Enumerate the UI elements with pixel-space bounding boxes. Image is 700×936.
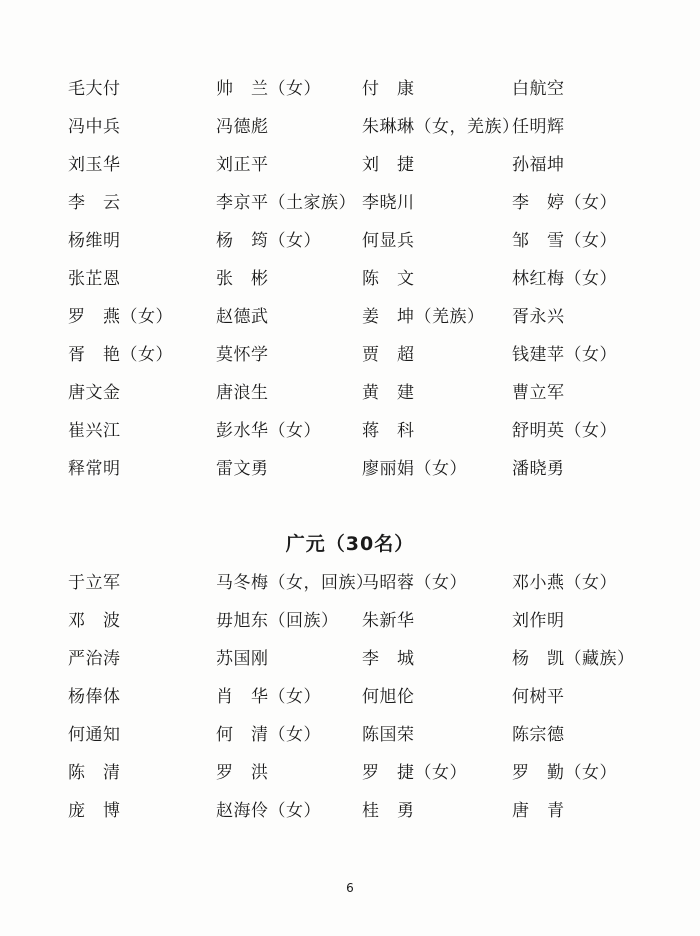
name-entry: 李 婷（女） bbox=[512, 193, 617, 213]
name-entry: 钱建苹（女） bbox=[512, 345, 617, 365]
name-row bbox=[0, 458, 700, 496]
name-entry: 廖丽娟（女） bbox=[362, 459, 467, 479]
name-entry: 肖 华（女） bbox=[216, 687, 321, 707]
name-entry: 胥 艳（女） bbox=[68, 345, 173, 365]
section-heading-guangyuan: 广元（30名） bbox=[285, 533, 415, 555]
name-entry: 张芷恩 bbox=[68, 269, 121, 289]
name-entry: 杨 凯（藏族） bbox=[512, 649, 635, 669]
name-row bbox=[0, 724, 700, 762]
name-entry: 庞 博 bbox=[68, 801, 121, 821]
name-entry: 刘作明 bbox=[512, 611, 565, 631]
name-entry: 何显兵 bbox=[362, 231, 415, 251]
name-entry: 杨维明 bbox=[68, 231, 121, 251]
name-entry: 何 清（女） bbox=[216, 725, 321, 745]
name-entry: 毛大付 bbox=[68, 79, 121, 99]
name-entry: 李 城 bbox=[362, 649, 415, 669]
name-entry: 潘晓勇 bbox=[512, 459, 565, 479]
name-entry: 邓 波 bbox=[68, 611, 121, 631]
name-entry: 赵海伶（女） bbox=[216, 801, 321, 821]
name-entry: 孙福坤 bbox=[512, 155, 565, 175]
name-entry: 释常明 bbox=[68, 459, 121, 479]
name-entry: 朱新华 bbox=[362, 611, 415, 631]
name-entry: 舒明英（女） bbox=[512, 421, 617, 441]
name-entry: 罗 勤（女） bbox=[512, 763, 617, 783]
name-entry: 陈国荣 bbox=[362, 725, 415, 745]
name-entry: 邓小燕（女） bbox=[512, 573, 617, 593]
name-entry: 陈宗德 bbox=[512, 725, 565, 745]
name-entry: 何旭伦 bbox=[362, 687, 415, 707]
name-entry: 雷文勇 bbox=[216, 459, 269, 479]
name-entry: 刘 捷 bbox=[362, 155, 415, 175]
page-number: 6 bbox=[346, 881, 354, 895]
name-row bbox=[0, 268, 700, 306]
name-entry: 罗 燕（女） bbox=[68, 307, 173, 327]
name-entry: 贾 超 bbox=[362, 345, 415, 365]
name-entry: 黄 建 bbox=[362, 383, 415, 403]
name-entry: 李 云 bbox=[68, 193, 121, 213]
name-row bbox=[0, 116, 700, 154]
name-entry: 莫怀学 bbox=[216, 345, 269, 365]
name-row bbox=[0, 192, 700, 230]
name-row bbox=[0, 306, 700, 344]
name-entry: 陈 清 bbox=[68, 763, 121, 783]
name-row bbox=[0, 78, 700, 116]
name-entry: 桂 勇 bbox=[362, 801, 415, 821]
name-entry: 罗 洪 bbox=[216, 763, 269, 783]
name-entry: 何通知 bbox=[68, 725, 121, 745]
name-row bbox=[0, 420, 700, 458]
name-entry: 杨俸体 bbox=[68, 687, 121, 707]
name-entry: 苏国刚 bbox=[216, 649, 269, 669]
name-row bbox=[0, 610, 700, 648]
name-entry: 帅 兰（女） bbox=[216, 79, 321, 99]
name-entry: 唐浪生 bbox=[216, 383, 269, 403]
name-entry: 杨 筠（女） bbox=[216, 231, 321, 251]
name-entry: 毋旭东（回族） bbox=[216, 611, 339, 631]
name-entry: 付 康 bbox=[362, 79, 415, 99]
name-entry: 胥永兴 bbox=[512, 307, 565, 327]
name-entry: 朱琳琳（女，羌族） bbox=[362, 117, 520, 137]
name-entry: 任明辉 bbox=[512, 117, 565, 137]
name-entry: 白航空 bbox=[512, 79, 565, 99]
name-entry: 罗 捷（女） bbox=[362, 763, 467, 783]
name-row bbox=[0, 800, 700, 838]
name-entry: 崔兴江 bbox=[68, 421, 121, 441]
name-entry: 唐文金 bbox=[68, 383, 121, 403]
name-row bbox=[0, 382, 700, 420]
name-entry: 张 彬 bbox=[216, 269, 269, 289]
name-entry: 刘正平 bbox=[216, 155, 269, 175]
name-entry: 于立军 bbox=[68, 573, 121, 593]
name-row bbox=[0, 344, 700, 382]
name-entry: 马昭蓉（女） bbox=[362, 573, 467, 593]
name-entry: 李京平（土家族） bbox=[216, 193, 356, 213]
name-row bbox=[0, 686, 700, 724]
name-entry: 严治涛 bbox=[68, 649, 121, 669]
name-entry: 陈 文 bbox=[362, 269, 415, 289]
name-entry: 曹立军 bbox=[512, 383, 565, 403]
name-list-top bbox=[0, 78, 700, 496]
name-entry: 林红梅（女） bbox=[512, 269, 617, 289]
name-entry: 刘玉华 bbox=[68, 155, 121, 175]
name-row bbox=[0, 230, 700, 268]
name-entry: 何树平 bbox=[512, 687, 565, 707]
name-list-guangyuan bbox=[0, 572, 700, 838]
name-entry: 赵德武 bbox=[216, 307, 269, 327]
name-entry: 唐 青 bbox=[512, 801, 565, 821]
name-entry: 冯中兵 bbox=[68, 117, 121, 137]
name-entry: 马冬梅（女，回族） bbox=[216, 573, 374, 593]
name-entry: 彭水华（女） bbox=[216, 421, 321, 441]
name-entry: 姜 坤（羌族） bbox=[362, 307, 485, 327]
name-row bbox=[0, 762, 700, 800]
name-entry: 邹 雪（女） bbox=[512, 231, 617, 251]
name-entry: 冯德彪 bbox=[216, 117, 269, 137]
name-row bbox=[0, 648, 700, 686]
name-entry: 李晓川 bbox=[362, 193, 415, 213]
name-row bbox=[0, 572, 700, 610]
name-entry: 蒋 科 bbox=[362, 421, 415, 441]
name-row bbox=[0, 154, 700, 192]
